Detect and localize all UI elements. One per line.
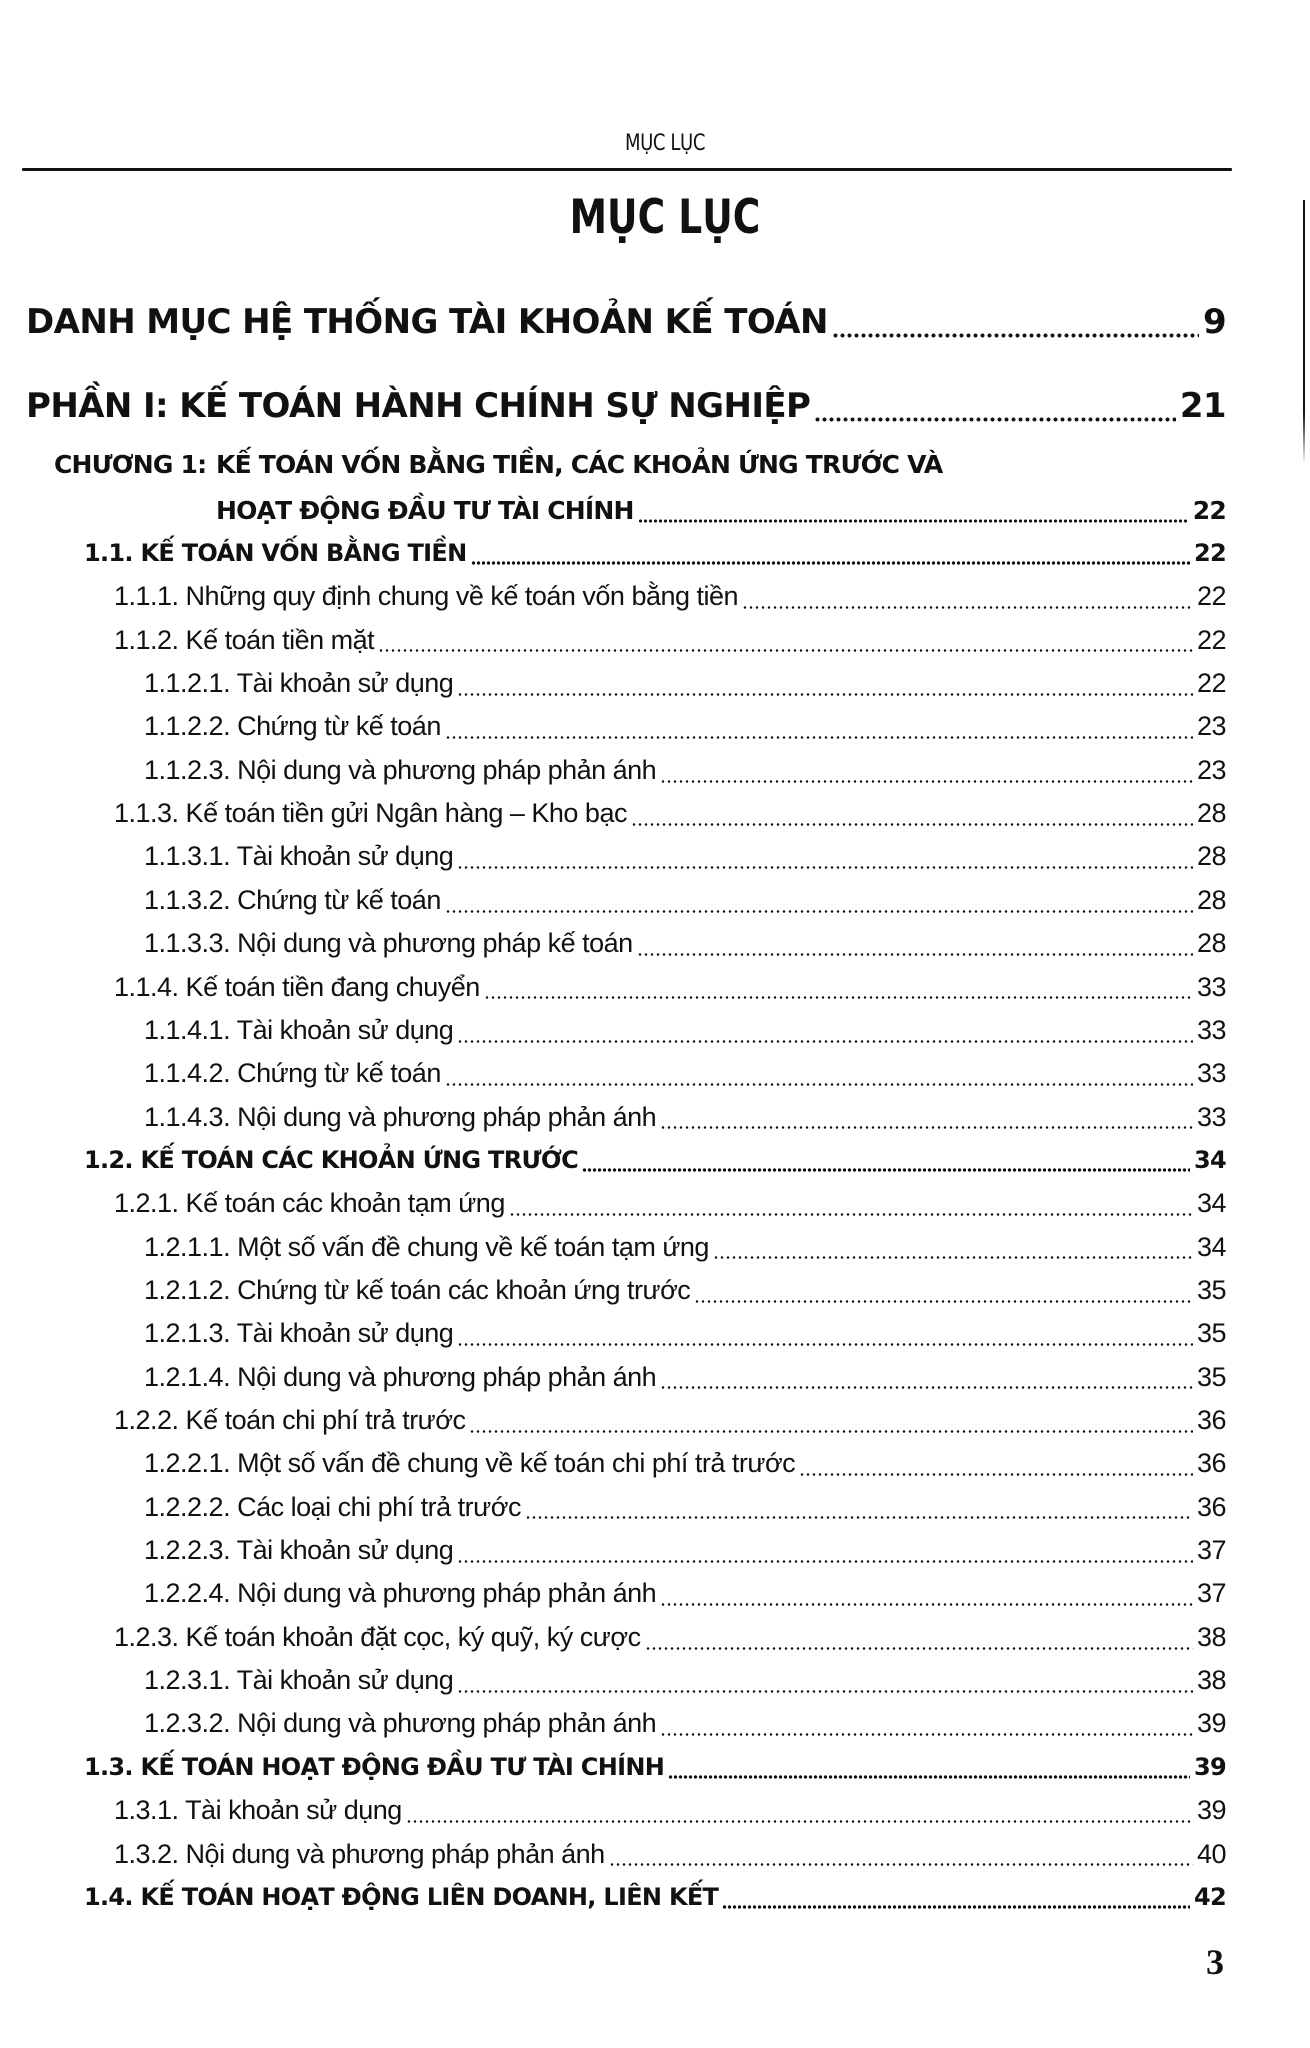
dot-leader	[660, 756, 1193, 783]
running-header: MỤC LỤC	[624, 131, 706, 156]
toc-entry-label: 1.1.4.2. Chứng từ kế toán	[144, 1058, 441, 1089]
toc-entry-label: 1.3.1. Tài khoản sử dụng	[114, 1795, 402, 1826]
toc-entry-page: 22	[1196, 668, 1226, 699]
dot-leader	[509, 1189, 1193, 1216]
toc-entry-subsub[interactable]	[144, 1361, 1226, 1393]
toc-entry-page: 34	[1196, 1231, 1226, 1262]
toc-entry-page: 40	[1196, 1838, 1226, 1869]
toc-entry-label: 1.1. KẾ TOÁN VỐN BẰNG TIỀN	[84, 539, 467, 567]
toc-entry-label: 1.1.1. Những quy định chung về kế toán vốn bằng tiền	[114, 581, 739, 612]
dot-leader	[471, 541, 1191, 565]
toc-entry-page: 38	[1196, 1665, 1226, 1696]
chapter-number: CHƯƠNG 1:	[54, 450, 207, 479]
toc-entry-page: 39	[1194, 1752, 1226, 1781]
dot-leader	[660, 1362, 1193, 1389]
toc-entry-page: 37	[1196, 1578, 1226, 1609]
toc-entry-page: 33	[1196, 1058, 1226, 1089]
toc-entry-page: 22	[1196, 581, 1226, 612]
toc-entry-page: 34	[1194, 1145, 1226, 1174]
toc-entry-label: 1.2.2. Kế toán chi phí trả trước	[114, 1405, 466, 1435]
dot-leader	[525, 1492, 1193, 1519]
toc-entry-subsub[interactable]	[144, 1534, 1226, 1566]
toc-entry-page: 28	[1196, 884, 1226, 915]
toc-entry-section[interactable]	[84, 1882, 1226, 1912]
toc-entry-label: 1.3.2. Nội dung và phương pháp phản ánh	[114, 1838, 605, 1869]
toc-entry-label: 1.3. KẾ TOÁN HOẠT ĐỘNG ĐẦU TƯ TÀI CHÍNH	[84, 1752, 665, 1781]
toc-entry-label: 1.2.1.4. Nội dung và phương pháp phản ánh	[144, 1361, 657, 1392]
dot-leader	[457, 1666, 1193, 1693]
toc-entry-page: 9	[1202, 302, 1226, 342]
toc-entry-subsub[interactable]	[144, 667, 1226, 699]
dot-leader	[660, 1102, 1193, 1129]
dot-leader	[457, 842, 1193, 869]
page-number: 3	[1206, 1942, 1224, 1982]
toc-entry-sub[interactable]	[114, 1794, 1226, 1826]
chapter-title-line-2: HOẠT ĐỘNG ĐẦU TƯ TÀI CHÍNH	[216, 496, 634, 525]
toc-entry-label: 1.1.2.3. Nội dung và phương pháp phản ánh	[144, 754, 657, 785]
dot-leader	[469, 1406, 1192, 1433]
toc-entry-label: 1.4. KẾ TOÁN HOẠT ĐỘNG LIÊN DOANH, LIÊN KẾT	[84, 1882, 719, 1911]
dot-leader	[457, 669, 1193, 696]
dot-leader	[799, 1449, 1193, 1476]
dot-leader	[445, 886, 1193, 913]
toc-entry-label: 1.2.1. Kế toán các khoản tạm ứng	[114, 1188, 505, 1219]
toc-entry-label: 1.1.3.1. Tài khoản sử dụng	[144, 841, 454, 872]
toc-entry-subsub[interactable]	[144, 1317, 1226, 1349]
toc-entry-page: 36	[1196, 1491, 1226, 1522]
toc-entry-page: 22	[1196, 624, 1226, 655]
toc-entry-subsub[interactable]	[144, 1014, 1226, 1046]
toc-entry-subsub[interactable]	[144, 1447, 1226, 1479]
dot-leader	[660, 1579, 1193, 1606]
toc-entry-label: 1.2.1.2. Chứng từ kế toán các khoản ứng trước	[144, 1274, 691, 1305]
dot-leader	[406, 1796, 1193, 1823]
toc-entry-sub[interactable]	[114, 580, 1226, 612]
dot-leader	[457, 1536, 1193, 1563]
toc-entry-page: 33	[1196, 1101, 1226, 1132]
toc-entry-page: 28	[1196, 841, 1226, 872]
toc-entry-subsub[interactable]	[144, 1664, 1226, 1696]
toc-entry-page: 22	[1192, 496, 1226, 525]
toc-entry-part[interactable]	[26, 302, 1226, 342]
header-rule	[22, 168, 1232, 171]
toc-entry-label: 1.2.2.4. Nội dung và phương pháp phản ánh	[144, 1578, 657, 1609]
toc-entry-page: 23	[1196, 754, 1226, 785]
toc-entry-page: 35	[1196, 1361, 1226, 1392]
dot-leader	[668, 1755, 1190, 1779]
dot-leader	[457, 1319, 1193, 1346]
toc-entry-label: 1.1.3.3. Nội dung và phương pháp kế toán	[144, 928, 633, 959]
toc-entry-subsub[interactable]	[144, 884, 1226, 916]
toc-entry-label: 1.1.4.3. Nội dung và phương pháp phản ánh	[144, 1101, 657, 1132]
toc-entry-page: 38	[1196, 1621, 1226, 1652]
toc-entry-label: 1.1.4.1. Tài khoản sử dụng	[144, 1014, 454, 1045]
page-edge-line	[1303, 200, 1305, 465]
toc-entry-label: 1.2.3.2. Nội dung và phương pháp phản ánh	[144, 1708, 657, 1739]
dot-leader	[457, 1016, 1193, 1043]
toc-entry-label: 1.1.3. Kế toán tiền gửi Ngân hàng – Kho bạc	[114, 798, 627, 829]
toc-entry-label: 1.1.4. Kế toán tiền đang chuyển	[114, 971, 480, 1002]
dot-leader	[609, 1839, 1193, 1866]
toc-entry-page: 23	[1196, 711, 1226, 742]
toc-entry-sub[interactable]	[114, 1187, 1226, 1219]
toc-entry-label: 1.2.1.3. Tài khoản sử dụng	[144, 1318, 454, 1349]
toc-entry-label: 1.2.3. Kế toán khoản đặt cọc, ký quỹ, ký cược	[114, 1621, 641, 1652]
toc-entry-part[interactable]	[26, 386, 1226, 426]
toc-entry-label: 1.2.2.2. Các loại chi phí trả trước	[144, 1491, 521, 1522]
dot-leader	[660, 1709, 1193, 1736]
toc-entry-sub[interactable]	[114, 624, 1226, 656]
toc-entry-label: 1.2.2.3. Tài khoản sử dụng	[144, 1535, 454, 1566]
toc-entry-label: 1.1.2.2. Chứng từ kế toán	[144, 711, 441, 742]
dot-leader	[742, 582, 1193, 609]
toc-chapter-heading[interactable]	[54, 450, 942, 480]
dot-leader	[445, 1059, 1193, 1086]
toc-entry-sub[interactable]	[114, 971, 1226, 1003]
toc-entry-subsub[interactable]	[144, 927, 1226, 959]
toc-entry-label: DANH MỤC HỆ THỐNG TÀI KHOẢN KẾ TOÁN	[26, 302, 828, 342]
toc-entry-sub[interactable]	[114, 1404, 1226, 1436]
chapter-title-line-1: KẾ TOÁN VỐN BẰNG TIỀN, CÁC KHOẢN ỨNG TRƯỚC VÀ	[216, 450, 943, 479]
toc-entry-sub[interactable]	[114, 1838, 1226, 1870]
toc-entry-section[interactable]	[84, 538, 1226, 568]
toc-entry-sub[interactable]	[114, 797, 1226, 829]
dot-leader	[645, 1623, 1193, 1650]
toc-entry-subsub[interactable]	[144, 710, 1226, 742]
toc-entry-page: 39	[1196, 1795, 1226, 1826]
toc-entry-page: 28	[1196, 798, 1226, 829]
toc-entry-chapter[interactable]	[216, 496, 1226, 526]
toc-entry-page: 36	[1196, 1448, 1226, 1479]
dot-leader	[832, 304, 1199, 338]
toc-entry-label: 1.2.1.1. Một số vấn đề chung về kế toán tạm ứng	[144, 1231, 709, 1262]
toc-entry-subsub[interactable]	[144, 754, 1226, 786]
toc-entry-page: 39	[1196, 1708, 1226, 1739]
toc-entry-label: 1.1.2. Kế toán tiền mặt	[114, 624, 375, 655]
toc-entry-section[interactable]	[84, 1145, 1226, 1175]
toc-entry-page: 36	[1196, 1405, 1226, 1435]
toc-entry-label: 1.2. KẾ TOÁN CÁC KHOẢN ỨNG TRƯỚC	[84, 1145, 579, 1174]
dot-leader	[722, 1885, 1190, 1909]
dot-leader	[694, 1276, 1193, 1303]
toc-entry-section[interactable]	[84, 1752, 1226, 1782]
toc-entry-page: 42	[1194, 1882, 1226, 1911]
toc-entry-page: 33	[1196, 971, 1226, 1002]
toc-entry-label: PHẦN I: KẾ TOÁN HÀNH CHÍNH SỰ NGHIỆP	[26, 386, 811, 426]
dot-leader	[378, 625, 1193, 652]
dot-leader	[713, 1232, 1193, 1259]
toc-entry-page: 35	[1196, 1274, 1226, 1305]
dot-leader	[814, 388, 1176, 422]
toc-entry-subsub[interactable]	[144, 1274, 1226, 1306]
toc-entry-subsub[interactable]	[144, 1491, 1226, 1523]
dot-leader	[445, 712, 1193, 739]
toc-entry-page: 28	[1196, 928, 1226, 959]
toc-entry-sub[interactable]	[114, 1621, 1226, 1653]
toc-entry-subsub[interactable]	[144, 1577, 1226, 1609]
toc-entry-label: 1.1.2.1. Tài khoản sử dụng	[144, 668, 454, 699]
toc-entry-label: 1.2.2.1. Một số vấn đề chung về kế toán chi phí trả trước	[144, 1448, 796, 1479]
toc-entry-subsub[interactable]	[144, 1057, 1226, 1089]
toc-entry-subsub[interactable]	[144, 1101, 1226, 1133]
toc-entry-subsub[interactable]	[144, 1707, 1226, 1739]
toc-entry-page: 35	[1196, 1318, 1226, 1349]
dot-leader	[631, 799, 1193, 826]
page-title: MỤC LỤC	[569, 190, 761, 245]
toc-entry-label: 1.1.3.2. Chứng từ kế toán	[144, 884, 441, 915]
toc-entry-subsub[interactable]	[144, 840, 1226, 872]
dot-leader	[582, 1148, 1190, 1172]
toc-entry-page: 34	[1196, 1188, 1226, 1219]
dot-leader	[484, 972, 1193, 999]
toc-entry-page: 22	[1194, 539, 1226, 567]
dot-leader	[638, 498, 1189, 523]
toc-entry-subsub[interactable]	[144, 1231, 1226, 1263]
toc-entry-page: 37	[1196, 1535, 1226, 1566]
toc-entry-page: 33	[1196, 1014, 1226, 1045]
toc-entry-label: 1.2.3.1. Tài khoản sử dụng	[144, 1665, 454, 1696]
dot-leader	[637, 929, 1193, 956]
toc-entry-page: 21	[1179, 386, 1226, 426]
